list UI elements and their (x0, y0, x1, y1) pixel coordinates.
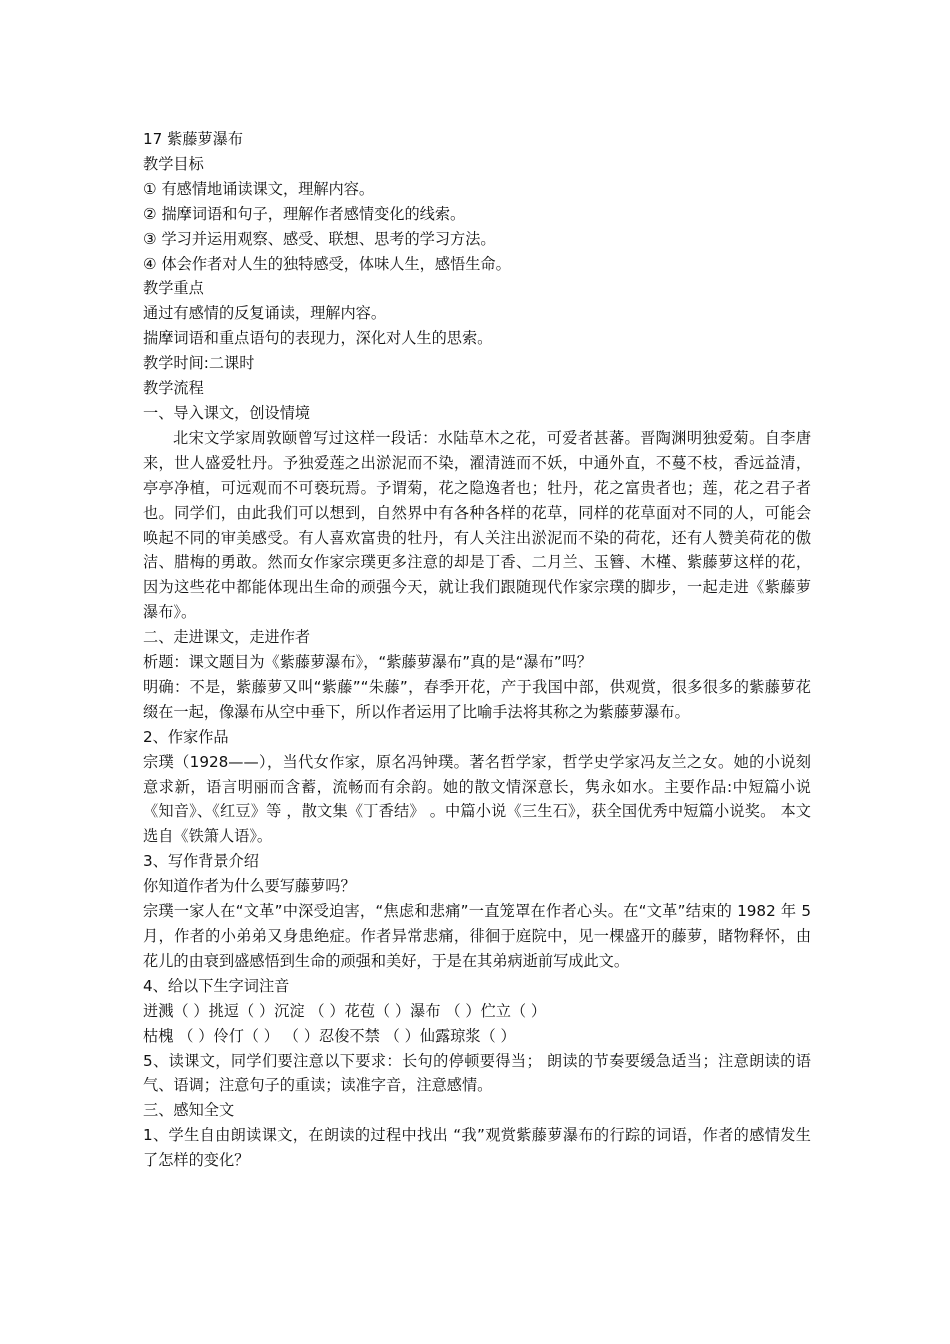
reading-requirements: 5、读课文，同学们要注意以下要求：长句的停顿要得当； 朗读的节奏要缓急适当；注意朗读的语气、语调；注意句子的重读；读准字音，注意感情。 (143, 1051, 811, 1095)
goal-item-2: ② 揣摩词语和句子，理解作者感情变化的线索。 (143, 204, 466, 223)
goal-item-4: ④ 体会作者对人生的独特感受，体味人生，感悟生命。 (143, 254, 511, 273)
teaching-focus-heading: 教学重点 (143, 279, 204, 298)
goal-item-1: ① 有感情地诵读课文，理解内容。 (143, 179, 375, 198)
title-analysis: 析题：课文题目为《紫藤萝瀑布》，“紫藤萝瀑布”真的是“瀑布”吗？ (143, 653, 593, 672)
intro-paragraph: 北宋文学家周敦颐曾写过这样一段话：水陆草木之花，可爱者甚蕃。晋陶渊明独爱菊。自李唐来，世人盛爱牡丹。予独爱莲之出淤泥而不染，濯清涟而不妖，中通外直，不蔓不枝，香远益清，亭亭净植，可远观而不可亵玩焉。予谓菊，花之隐逸者也；牡丹，花之富贵者也；莲，花之君子者也。同学们，由此我们可以想到，自然界中有各种各样的花草，同样的花草面对不同的人，可能会唤起不同的审美感受。有人喜欢富贵的牡丹，有人关注出淤泥而不染的荷花，还有人赞美荷花的傲洁、腊梅的勇敢。然而女作家宗璞更多注意的却是丁香、二月兰、玉簪、木槿、紫藤萝这样的花，因为这些花中都能体现出生命的顽强今天，就让我们跟随现代作家宗璞的脚步，一起走进《紫藤萝瀑布》。 (143, 428, 811, 622)
teaching-process-heading: 教学流程 (143, 379, 204, 398)
pinyin-line-2: 枯槐 （ ）伶仃（ ） （ ）忍俊不禁 （ ）仙露琼浆（ ） (143, 1026, 516, 1045)
reading-task: 1、学生自由朗读课文，在朗读的过程中找出 “我”观赏紫藤萝瀑布的行踪的词语，作者的感情发生了怎样的变化？ (143, 1126, 811, 1170)
teaching-time: 教学时间:二课时 (143, 354, 255, 373)
author-paragraph: 宗璞（1928——），当代女作家，原名冯钟璞。著名哲学家，哲学史学家冯友兰之女。她的小说刻意求新，语言明丽而含蓄，流畅而有余韵。她的散文情深意长，隽永如水。主要作品:中短篇小说《知音》、《红豆》等 ，散文集《丁香结》 。中篇小说《三生石》，获全国优秀中短篇小说奖。 本文选自《铁箫人语》。 (143, 752, 811, 846)
author-works-heading: 2、作家作品 (143, 727, 229, 746)
document-body (143, 127, 811, 1173)
focus-item-1: 通过有感情的反复诵读，理解内容。 (143, 304, 386, 323)
background-question: 你知道作者为什么要写藤萝吗？ (143, 877, 356, 896)
teaching-goals-heading: 教学目标 (143, 154, 204, 173)
lesson-title: 17 紫藤萝瀑布 (143, 130, 244, 148)
section-3-heading: 三、感知全文 (143, 1101, 235, 1120)
background-heading: 3、写作背景介绍 (143, 852, 259, 871)
background-paragraph: 宗璞一家人在“文革”中深受迫害，“焦虑和悲痛”一直笼罩在作者心头。在“文革”结束的 1982 年 5 月，作者的小弟弟又身患绝症。作者异常悲痛，徘徊于庭院中，见一棵盛开的藤萝，睹物释怀，由花儿的由衰到盛感悟到生命的顽强和美好，于是在其弟病逝前写成此文。 (143, 902, 811, 970)
goal-item-3: ③ 学习并运用观察、感受、联想、思考的学习方法。 (143, 229, 496, 248)
section-1-heading: 一、导入课文，创设情境 (143, 403, 311, 422)
focus-item-2: 揣摩词语和重点语句的表现力，深化对人生的思索。 (143, 329, 493, 348)
section-2-heading: 二、走进课文，走进作者 (143, 628, 311, 647)
pinyin-line-1: 迸溅（ ）挑逗（ ）沉淀 （ ）花苞（ ）瀑布 （ ）伫立（ ） (143, 1001, 547, 1020)
clarification-paragraph: 明确：不是，紫藤萝又叫“紫藤”“朱藤”，春季开花，产于我国中部，供观赏，很多很多的紫藤萝花缀在一起，像瀑布从空中垂下，所以作者运用了比喻手法将其称之为紫藤萝瀑布。 (143, 677, 811, 721)
pinyin-heading: 4、给以下生字词注音 (143, 976, 290, 995)
